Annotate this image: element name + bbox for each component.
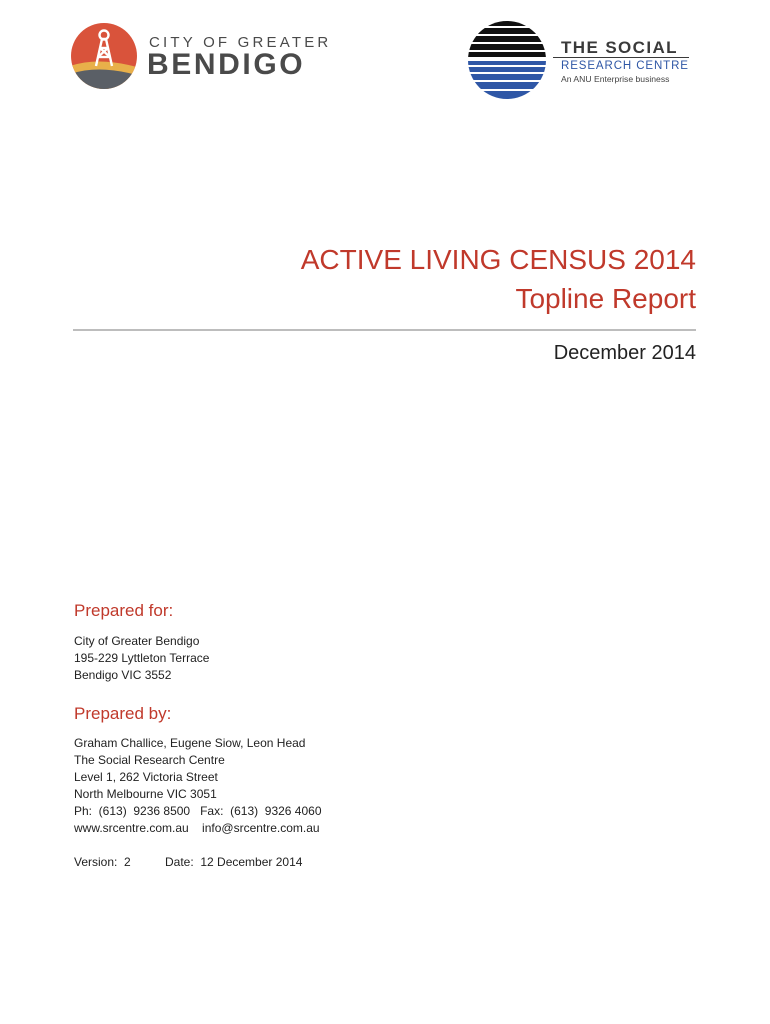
phone-fax-line: Ph: (613) 9236 8500 Fax: (613) 9326 4060: [74, 804, 322, 818]
address-line: 195-229 Lyttleton Terrace: [74, 651, 210, 665]
prepared-for-heading: Prepared for:: [74, 601, 174, 620]
address-line: Level 1, 262 Victoria Street: [74, 770, 218, 784]
address-line: Bendigo VIC 3552: [74, 668, 172, 682]
bendigo-logo-line1: CITY OF GREATER: [149, 34, 332, 51]
src-logo-divider: [553, 57, 689, 58]
authors-line: Graham Challice, Eugene Siow, Leon Head: [74, 736, 306, 750]
address-line: North Melbourne VIC 3051: [74, 787, 217, 801]
bendigo-logo-line2: BENDIGO: [147, 48, 306, 81]
prepared-for-address: [74, 633, 209, 684]
src-striped-globe-icon: [465, 20, 555, 100]
version-info: [74, 855, 303, 869]
bendigo-emblem-icon: [70, 22, 142, 90]
address-line: City of Greater Bendigo: [74, 634, 200, 648]
report-title: ACTIVE LIVING CENSUS 2014: [300, 244, 696, 275]
src-logo-line3: An ANU Enterprise business: [561, 74, 670, 84]
social-research-centre-logo: [465, 20, 705, 100]
report-subtitle: Topline Report: [515, 283, 696, 314]
src-logo-line1: THE SOCIAL: [561, 38, 678, 57]
version-date: Date: 12 December 2014: [165, 855, 303, 869]
title-divider: [73, 329, 696, 331]
address-line: The Social Research Centre: [74, 753, 225, 767]
src-logo-line2: RESEARCH CENTRE: [561, 60, 689, 72]
report-date: December 2014: [553, 342, 696, 364]
prepared-by-heading: Prepared by:: [74, 704, 172, 723]
web-email-line: www.srcentre.com.au info@srcentre.com.au: [74, 821, 320, 835]
version-label: Version: 2: [74, 855, 131, 869]
prepared-by-details: [74, 735, 322, 837]
city-of-greater-bendigo-logo: [70, 22, 332, 90]
